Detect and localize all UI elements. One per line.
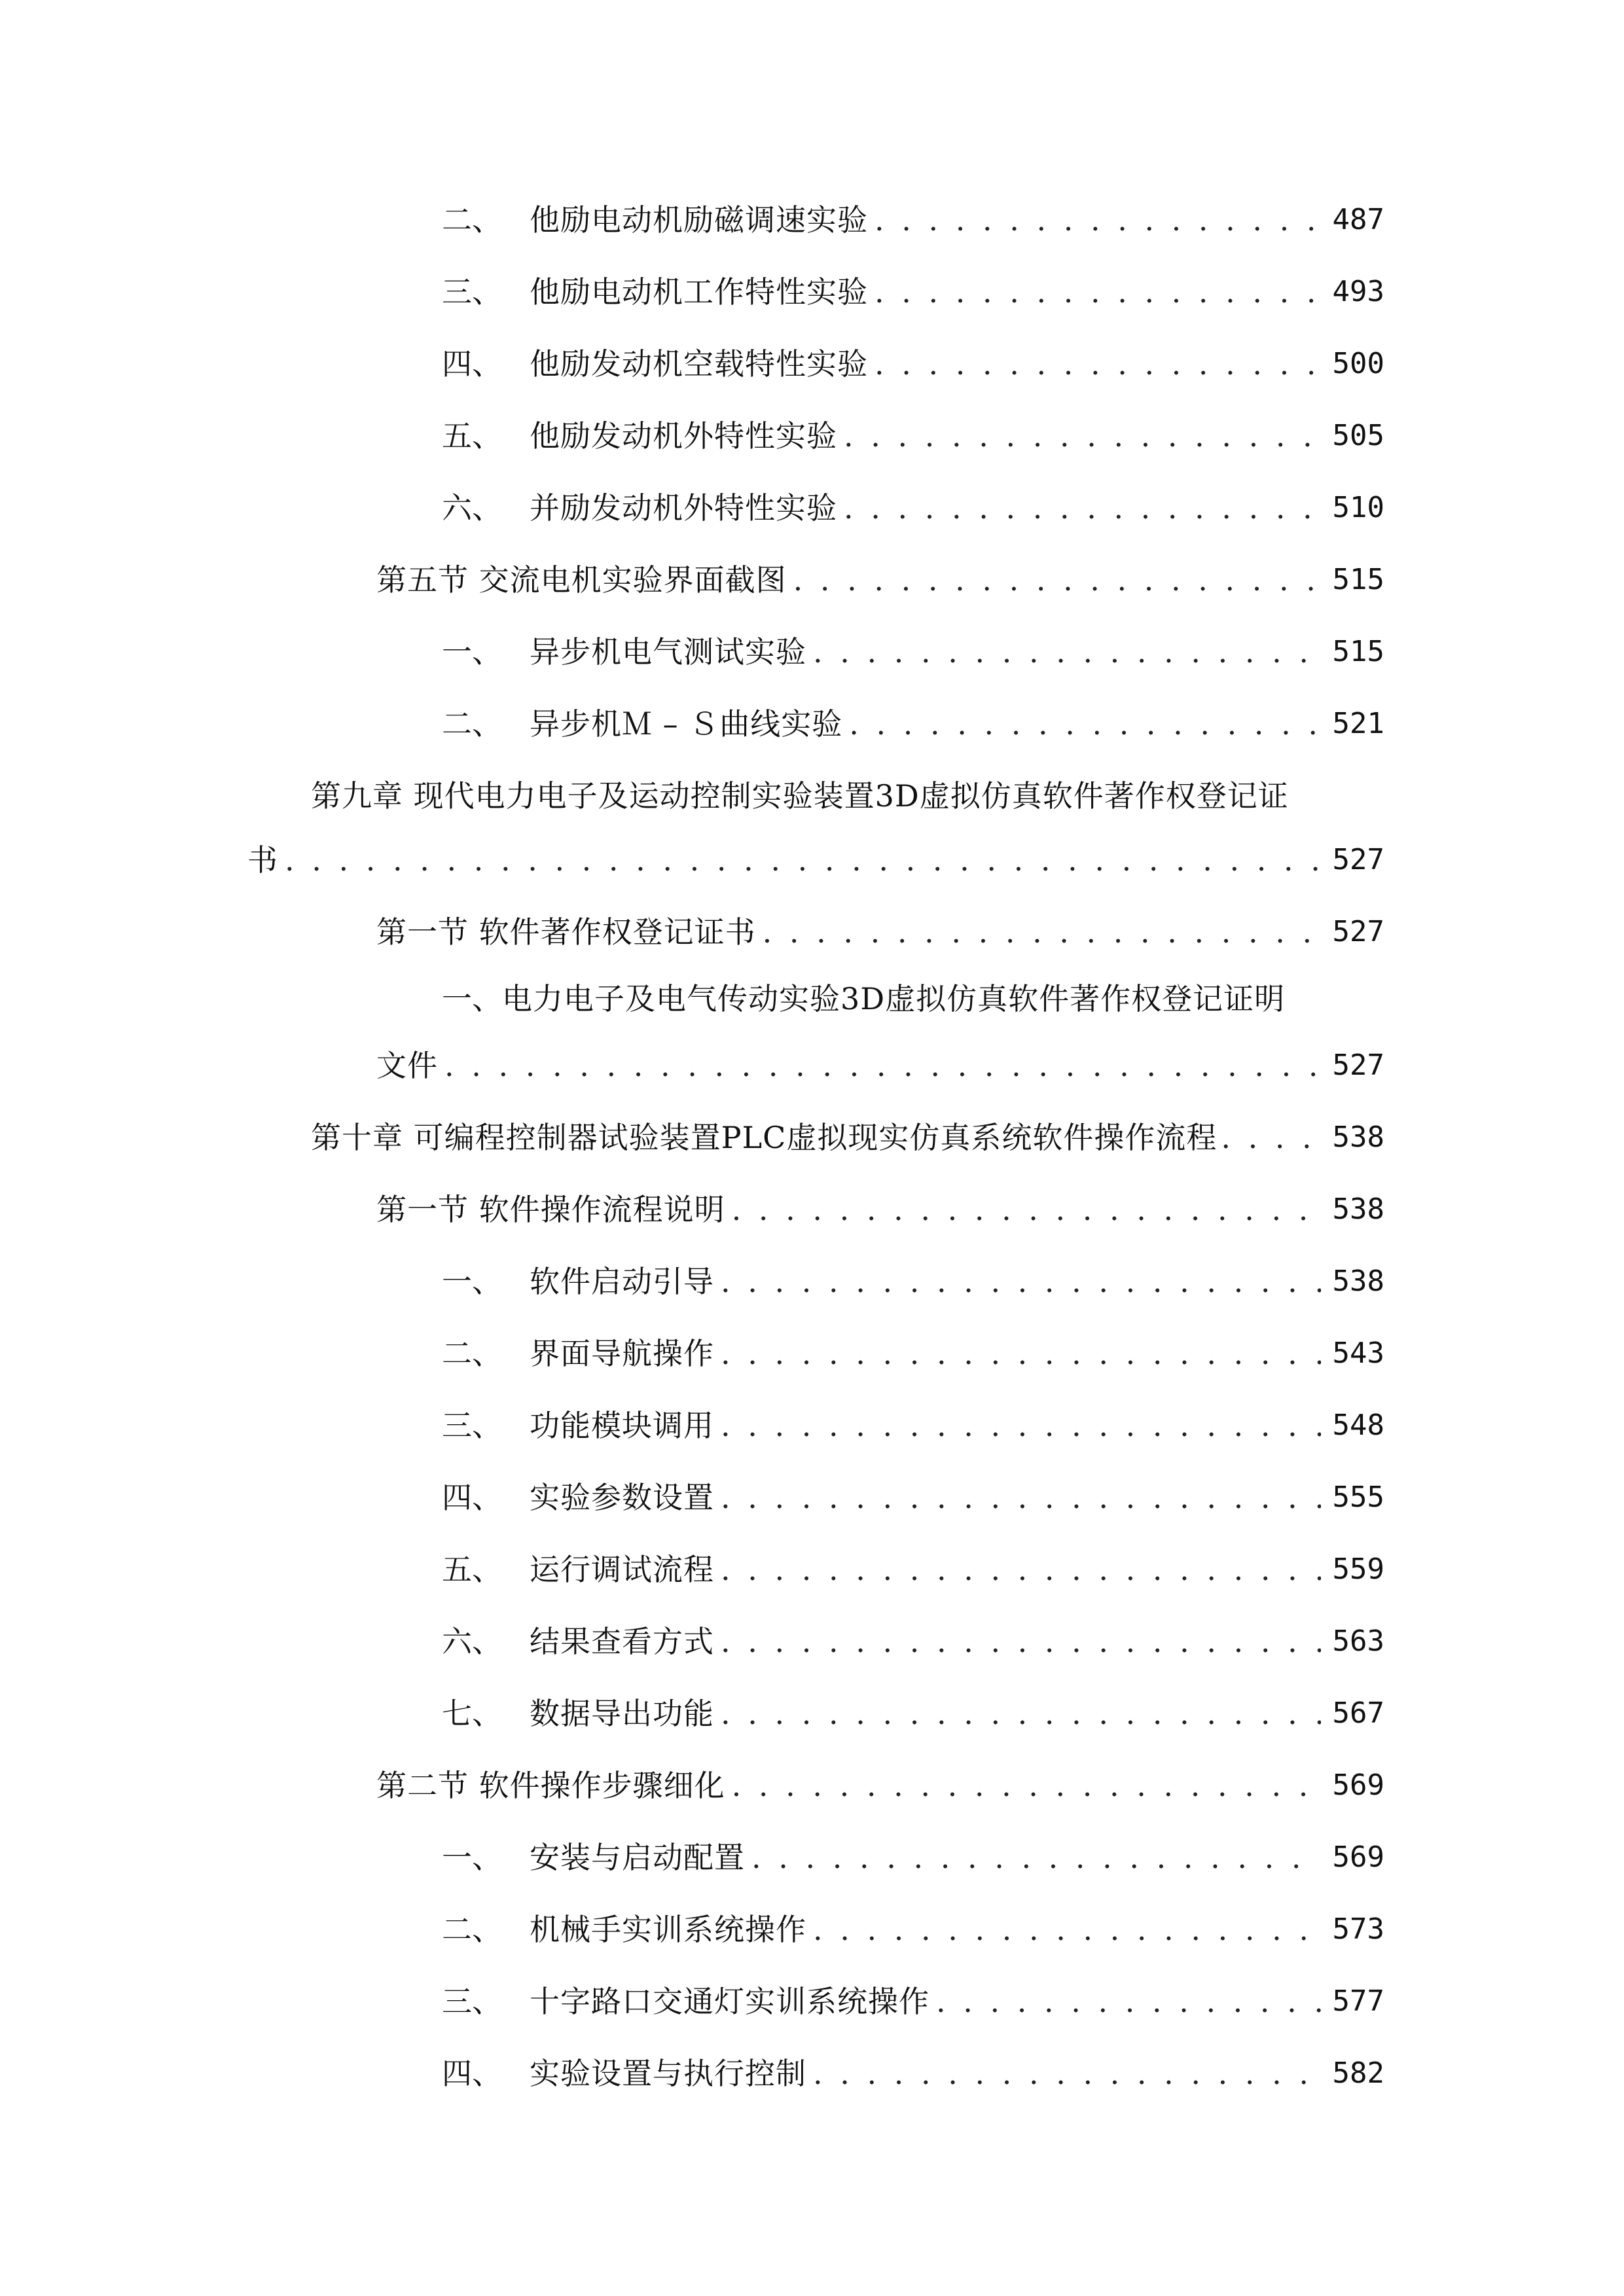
toc-entry-page: 521 [1332,707,1384,740]
toc-entry[interactable] [442,704,1384,744]
dot-leader [1221,1118,1320,1157]
toc-entry-number: 五、 [442,418,502,454]
toc-entry-page: 493 [1332,275,1384,308]
toc-entry-page: 510 [1332,491,1384,524]
toc-entry-number: 五、 [442,1552,502,1587]
toc-entry-page: 515 [1332,635,1384,668]
toc-entry[interactable] [442,632,1384,672]
toc-entry-title: 电力电子及电气传动实验3D虚拟仿真软件著作权登记证明 [502,981,1286,1016]
toc-entry-line1[interactable] [442,979,1384,1018]
toc-entry[interactable] [442,272,1384,312]
dot-leader [721,1622,1321,1661]
toc-section-entry[interactable] [376,1766,1384,1805]
dot-leader [936,1982,1321,2021]
toc-entry-title: 他励电动机励磁调速实验 [530,202,868,238]
dot-leader [813,632,1321,672]
toc-entry-number: 七、 [442,1696,502,1731]
toc-entry-number: 四、 [442,2056,502,2091]
toc-entry-number: 一、 [442,1840,502,1875]
toc-entry-title: 第五节 交流电机实验界面截图 [376,562,787,598]
toc-entry-title-continued: 书 [247,842,278,878]
toc-entry-title: 第一节 软件著作权登记证书 [376,914,756,950]
toc-entry[interactable] [442,1550,1384,1589]
dot-leader [793,560,1321,600]
toc-entry-page: 569 [1332,1840,1384,1874]
dot-leader [751,1838,1321,1877]
toc-entry-title: 实验参数设置 [530,1480,714,1515]
dot-leader [875,200,1321,240]
dot-leader [444,1046,1321,1085]
dot-leader [721,1262,1321,1301]
dot-leader [813,1910,1321,1949]
toc-entry-title: 实验设置与执行控制 [530,2056,806,2091]
toc-entry[interactable] [442,2054,1384,2093]
dot-leader [732,1190,1321,1229]
toc-entry[interactable] [442,1262,1384,1301]
toc-entry-page: 582 [1332,2056,1384,2090]
dot-leader [721,1406,1321,1445]
toc-entry-number: 二、 [442,1912,502,1947]
toc-entry-title: 异步机Ｍ – Ｓ曲线实验 [530,706,843,742]
toc-entry-number: 六、 [442,1624,502,1659]
dot-leader [849,704,1320,744]
toc-entry[interactable] [442,344,1384,384]
toc-entry-number: 二、 [442,202,502,238]
toc-entry-title: 并励发动机外特性实验 [530,490,837,526]
toc-entry[interactable] [442,488,1384,528]
toc-entry-title: 运行调试流程 [530,1552,714,1587]
toc-entry-title: 第一节 软件操作流程说明 [376,1192,725,1227]
toc-entry-page: 567 [1332,1696,1384,1730]
toc-entry-page: 543 [1332,1336,1384,1370]
toc-entry[interactable] [442,1982,1384,2021]
toc-entry-title: 异步机电气测试实验 [530,634,806,670]
toc-entry-number: 四、 [442,1480,502,1515]
toc-entry-page: 515 [1332,563,1384,596]
toc-entry-page: 505 [1332,419,1384,452]
toc-chapter-entry[interactable] [247,840,1384,880]
toc-entry-number: 六、 [442,490,502,526]
toc-entry[interactable] [442,200,1384,240]
toc-entry-title: 他励电动机工作特性实验 [530,274,868,310]
toc-entry[interactable] [442,1478,1384,1517]
dot-leader [763,912,1321,952]
toc-entry[interactable] [442,1334,1384,1373]
toc-entry-number: 二、 [442,706,502,742]
toc-chapter-entry[interactable] [311,1118,1384,1157]
dot-leader [813,2054,1321,2093]
toc-entry-page: 487 [1332,203,1384,236]
toc-entry-title: 软件启动引导 [530,1264,714,1299]
toc-entry-title: 安装与启动配置 [530,1840,745,1875]
toc-entry-title: 机械手实训系统操作 [530,1912,806,1947]
toc-entry-page: 538 [1332,1193,1384,1226]
toc-entry-number: 三、 [442,1408,502,1443]
toc-section-entry[interactable] [376,560,1384,600]
toc-entry-title: 第十章 可编程控制器试验装置PLC虚拟现实仿真系统软件操作流程 [311,1120,1218,1155]
toc-entry-number: 四、 [442,346,502,382]
toc-entry-title: 界面导航操作 [530,1336,714,1371]
dot-leader [844,488,1321,528]
toc-entry-page: 527 [1332,915,1384,948]
toc-entry[interactable] [442,1406,1384,1445]
dot-leader [721,1478,1321,1517]
dot-leader [721,1694,1321,1733]
toc-entry-page: 577 [1332,1984,1384,2018]
toc-chapter-title-line1[interactable]: 第九章 现代电力电子及运动控制实验装置3D虚拟仿真软件著作权登记证 [311,778,1289,814]
dot-leader [875,344,1321,384]
toc-entry-number: 一、 [442,1264,502,1299]
toc-entry[interactable] [442,1838,1384,1877]
toc-entry-page: 573 [1332,1912,1384,1946]
toc-entry-number: 三、 [442,274,502,310]
toc-entry-title: 结果查看方式 [530,1624,714,1659]
toc-entry-page: 559 [1332,1552,1384,1586]
toc-entry-number: 二、 [442,1336,502,1371]
dot-leader [732,1766,1321,1805]
toc-entry-title: 第二节 软件操作步骤细化 [376,1768,725,1803]
dot-leader [875,272,1321,312]
toc-entry-title: 他励发动机外特性实验 [530,418,837,454]
dot-leader [285,840,1321,880]
toc-entry-page: 538 [1332,1121,1384,1154]
toc-entry-title-continued: 文件 [376,1048,438,1083]
toc-entry-number: 三、 [442,1984,502,2019]
toc-entry-number: 一、 [442,634,502,670]
toc-entry-title: 他励发动机空载特性实验 [530,346,868,382]
toc-entry[interactable] [442,1694,1384,1733]
toc-entry-page: 527 [1332,843,1384,876]
toc-entry[interactable] [442,416,1384,456]
toc-entry-page: 538 [1332,1265,1384,1298]
toc-entry-page: 548 [1332,1408,1384,1442]
toc-entry-page: 527 [1332,1049,1384,1082]
toc-section-entry[interactable] [376,1190,1384,1229]
toc-entry-page: 569 [1332,1768,1384,1802]
toc-entry-page: 563 [1332,1624,1384,1658]
toc-entry-title: 功能模块调用 [530,1408,714,1443]
toc-entry-page: 555 [1332,1480,1384,1514]
dot-leader [844,416,1321,456]
toc-entry-number: 一、 [442,981,502,1016]
toc-entry[interactable] [442,1910,1384,1949]
dot-leader [721,1550,1321,1589]
toc-entry-page: 500 [1332,347,1384,380]
dot-leader [721,1334,1321,1373]
toc-entry-title: 数据导出功能 [530,1696,714,1731]
toc-entry[interactable] [376,1046,1384,1085]
toc-section-entry[interactable] [376,912,1384,952]
toc-entry-title: 十字路口交通灯实训系统操作 [530,1984,929,2019]
toc-entry[interactable] [442,1622,1384,1661]
